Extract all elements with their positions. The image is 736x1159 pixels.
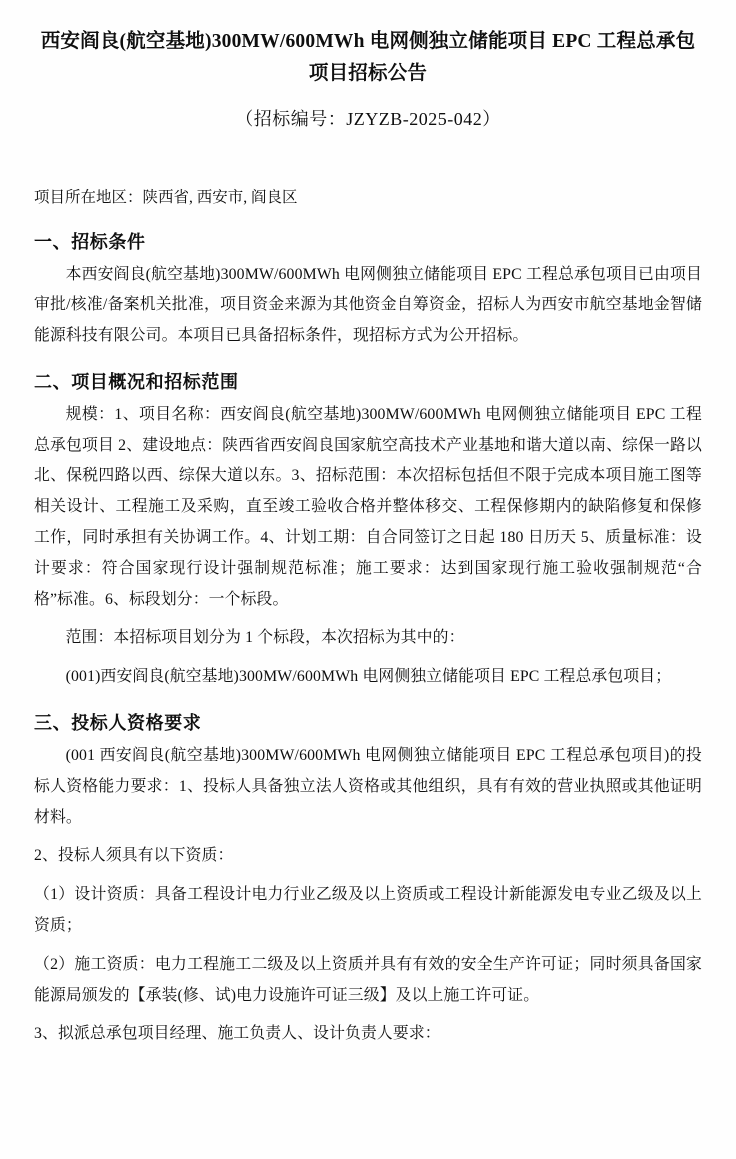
section-2-paragraph-1: 规模：1、项目名称：西安阎良(航空基地)300MW/600MWh 电网侧独立储能项目 EPC 工程总承包项目 2、建设地点：陕西省西安阎良国家航空高技术产业基地和谐大道以南、综保一路以北、保税四路以西、综保大道以东。3、招标范围：本次招标包括但不限于完成本项目施工图等相关设计、工程施工及采购，直至竣工验收合格并整体移交、工程保修期内的缺陷修复和保修工作，同时承担有关协调工作。4、计划工期：自合同签订之日起 180 日历天 5、质量标准：设计要求：符合国家现行设计强制规范标准；施工要求：达到国家现行施工验收强制规范“合格”标准。6、标段划分：一个标段。 [34, 405, 702, 608]
section-heading-3: 三、投标人资格要求 [34, 713, 202, 734]
section-3-paragraph-2: 2、投标人须具有以下资质： [34, 847, 234, 865]
section-heading-2: 二、项目概况和招标范围 [34, 371, 239, 392]
section-3-paragraph-3: （1）设计资质：具备工程设计电力行业乙级及以上资质或工程设计新能源发电专业乙级及以上资质； [34, 886, 702, 935]
section-3-paragraph-1: (001 西安阎良(航空基地)300MW/600MWh 电网侧独立储能项目 EPC 工程总承包项目)的投标人资格能力要求：1、投标人具备独立法人资格或其他组织，具有有效的营业执照或其他证明材料。 [34, 747, 702, 826]
section-3-paragraph-5: 3、拟派总承包项目经理、施工负责人、设计负责人要求： [34, 1025, 441, 1043]
section-3-paragraph-4: （2）施工资质：电力工程施工二级及以上资质并具有有效的安全生产许可证；同时须具备国家能源局颁发的【承装(修、试)电力设施许可证三级】及以上施工许可证。 [34, 955, 702, 1004]
tender-number: （招标编号：JZYZB-2025-042） [235, 109, 501, 130]
project-location: 项目所在地区：陕西省, 西安市, 阎良区 [34, 189, 298, 207]
section-heading-1: 一、招标条件 [34, 231, 146, 252]
section-2-paragraph-3: (001)西安阎良(航空基地)300MW/600MWh 电网侧独立储能项目 EPC 工程总承包项目； [65, 668, 672, 686]
section-1-paragraph-1: 本西安阎良(航空基地)300MW/600MWh 电网侧独立储能项目 EPC 工程总承包项目已由项目审批/核准/备案机关批准，项目资金来源为其他资金自筹资金，招标人为西安市航空基地金智储能源科技有限公司。本项目已具备招标条件，现招标方式为公开招标。 [34, 265, 702, 345]
page-title: 西安阎良(航空基地)300MW/600MWh 电网侧独立储能项目 EPC 工程总承包项目招标公告 [40, 31, 696, 84]
section-2-paragraph-2: 范围：本招标项目划分为 1 个标段，本次招标为其中的： [65, 629, 465, 647]
